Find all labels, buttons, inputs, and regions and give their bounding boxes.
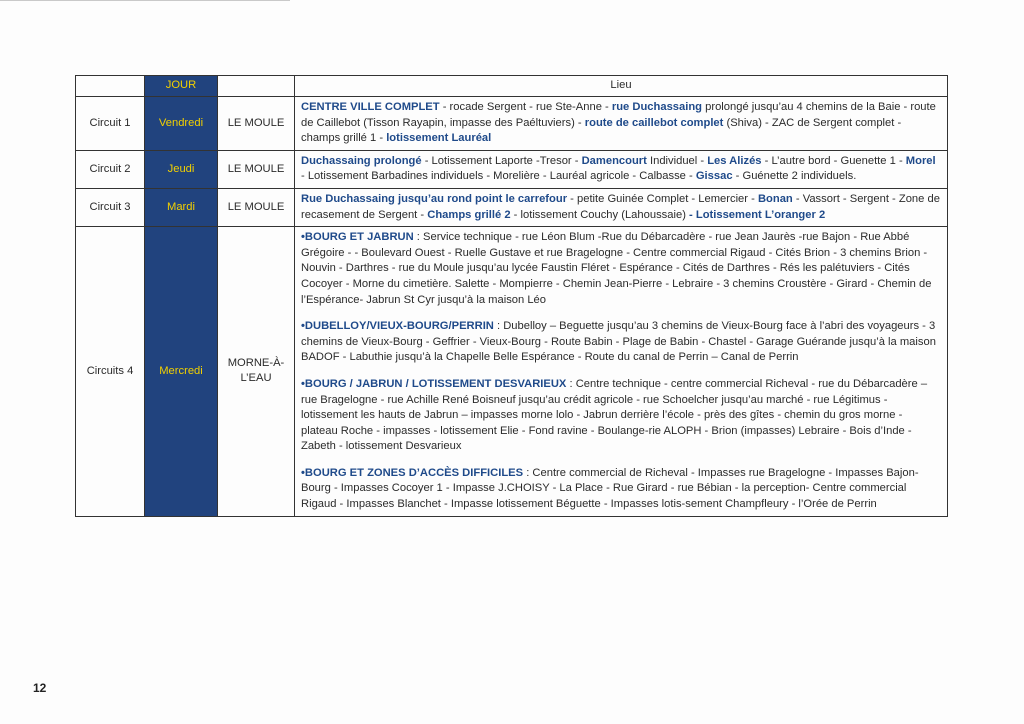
circuit-cell: Circuits 4 [76,227,145,517]
highlighted-place: route de caillebot complet [584,116,724,129]
lieu-paragraph [301,100,942,147]
highlighted-place: •BOURG ET ZONES D’ACCÈS DIFFICILES [301,466,524,479]
day-cell: Jeudi [145,150,218,188]
highlighted-place: •BOURG / JABRUN / LOTISSEMENT DESVARIEUX [301,377,567,390]
header-lieu: Lieu [295,76,948,97]
table-row [76,188,948,226]
lieu-paragraph [301,230,942,308]
table-row [76,227,948,517]
circuit-cell: Circuit 3 [76,188,145,226]
circuit-cell: Circuit 1 [76,97,145,151]
highlighted-place: CENTRE VILLE COMPLET [301,101,440,113]
table-header-row [76,76,948,97]
highlighted-place: - Lotissement L’oranger 2 [689,208,826,221]
place-text: - Guénette 2 individuels. [732,170,857,183]
place-text: : Centre technique - centre commercial Richeval - rue du Débarcadère – rue Bragelogne - rue Achille René Boisneuf jusqu’au crédit agricole - rue Schoelcher jusqu’au marché - rue Légitimus - lotissement les hauts de Jabrun – impasses morne lolo - Jabrun derrière l’école - près des gîtes - chemin du gros morne - plateau Roche - impasses - lotissement Elie - Fond ravine - Boulange-rie ALOPH - Brion (impasses) Lebraire - Bois d’Inde - Zabeth - lotissement Desvarieux [301,377,928,453]
commune-cell: LE MOULE [218,188,295,226]
highlighted-place: lotissement Lauréal [386,132,492,145]
place-text: - Lotissement Laporte -Tresor - [421,154,582,167]
place-text: (Shiva) - ZAC de Sergent complet - champs grillé 1 - [301,116,902,145]
commune-cell: LE MOULE [218,150,295,188]
commune-cell: LE MOULE [218,97,295,151]
lieu-cell [295,150,948,188]
lieu-paragraph [301,377,942,455]
place-text: prolongé jusqu’au 4 chemins de la Baie - route de Caillebot (Tisson Rayapin, impasse des Paéltuviers) - [301,101,936,129]
place-text: - Vassort - Sergent - Zone de recasement de Sergent - [301,192,940,221]
header-jour: JOUR [145,76,218,97]
header-commune [218,76,295,97]
place-text: - rocade Sergent - rue Ste-Anne - [439,101,612,113]
place-text: Individuel - [646,154,708,167]
lieu-paragraph [301,192,942,223]
highlighted-place: rue Duchassaing [611,101,703,113]
place-text: - lotissement Couchy (Lahoussaie) [510,208,690,221]
highlighted-place: Les Alizés [707,154,762,167]
collection-schedule-table [75,75,948,517]
highlighted-place: Bonan [757,192,793,205]
place-text: : Centre commercial de Richeval - Impasses rue Bragelogne - Impasses Bajon- Bourg - Impasses Cocoyer 1 - Impasse J.CHOISY - La Place - Rue Girard - rue Bébian - la perception- Centre commercial Rigaud - Impasses Blanchet - Impasse lotissement Béguette - Impasses lotis-sement Champfleury - l’Orée de Perrin [301,466,919,511]
lieu-cell [295,188,948,226]
highlighted-place: Gissac [695,170,733,183]
day-cell: Mardi [145,188,218,226]
highlighted-place: Rue Duchassaing jusqu’au rond point le carrefour [301,192,568,205]
page-number: 12 [33,681,47,695]
highlighted-place: Champs grillé 2 [427,208,511,221]
top-rule [0,0,290,1]
lieu-cell [295,97,948,151]
place-text: : Dubelloy – Beguette jusqu’au 3 chemins de Vieux-Bourg face à l’abri des voyageurs - 3 chemins de Vieux-Bourg - Geffrier - Vieux-Bourg - Route Babin - Plage de Babin - Chastel - Garage Guérande jusqu’à la maison BADOF - Labuthie jusqu’à la Chapelle Belle Espérance - Route du canal de Perrin – Canal de Perrin [301,320,936,364]
header-circuit [76,76,145,97]
day-cell: Vendredi [145,97,218,151]
lieu-paragraph [301,154,942,185]
highlighted-place: Damencourt [581,154,647,167]
lieu-paragraph [301,466,942,513]
place-text: - petite Guinée Complet - Lemercier - [567,192,758,205]
table-row [76,150,948,188]
place-text: - Lotissement Barbadines individuels - Morelière - Lauréal agricole - Calbasse - [301,170,696,183]
day-cell: Mercredi [145,227,218,517]
place-text: - L’autre bord - Guenette 1 - [761,154,906,167]
circuit-cell: Circuit 2 [76,150,145,188]
lieu-paragraph [301,319,942,366]
highlighted-place: •DUBELLOY/VIEUX-BOURG/PERRIN [301,320,494,333]
highlighted-place: •BOURG ET JABRUN [301,231,414,244]
place-text: : Service technique - rue Léon Blum -Rue du Débarcadère - rue Jean Jaurès -rue Bajon - Rue Abbé Grégoire - - Boulevard Ouest - Ruelle Gustave et rue Bragelogne - Centre commercial Rigaud - Cités Brion - 3 chemins Brion - Nouvin - Darthres - rue du Moule jusqu’au lycée Faustin Fléret - Espérance - Cités de Darthres - Rés les palétuviers - Cités Cocoyer - Morne du cimetière. Salette - Mompierre - Chemin Jean-Pierre - Lebraire - 3 chemins Croustère - Girard - Chemin de l’Espérance- Jabrun St Cyr jusqu’à la maison Léo [301,231,932,306]
highlighted-place: Morel [905,154,936,167]
commune-cell: MORNE-À-L’EAU [218,227,295,517]
highlighted-place: Duchassaing prolongé [301,154,422,167]
lieu-cell [295,227,948,517]
table-row [76,97,948,151]
